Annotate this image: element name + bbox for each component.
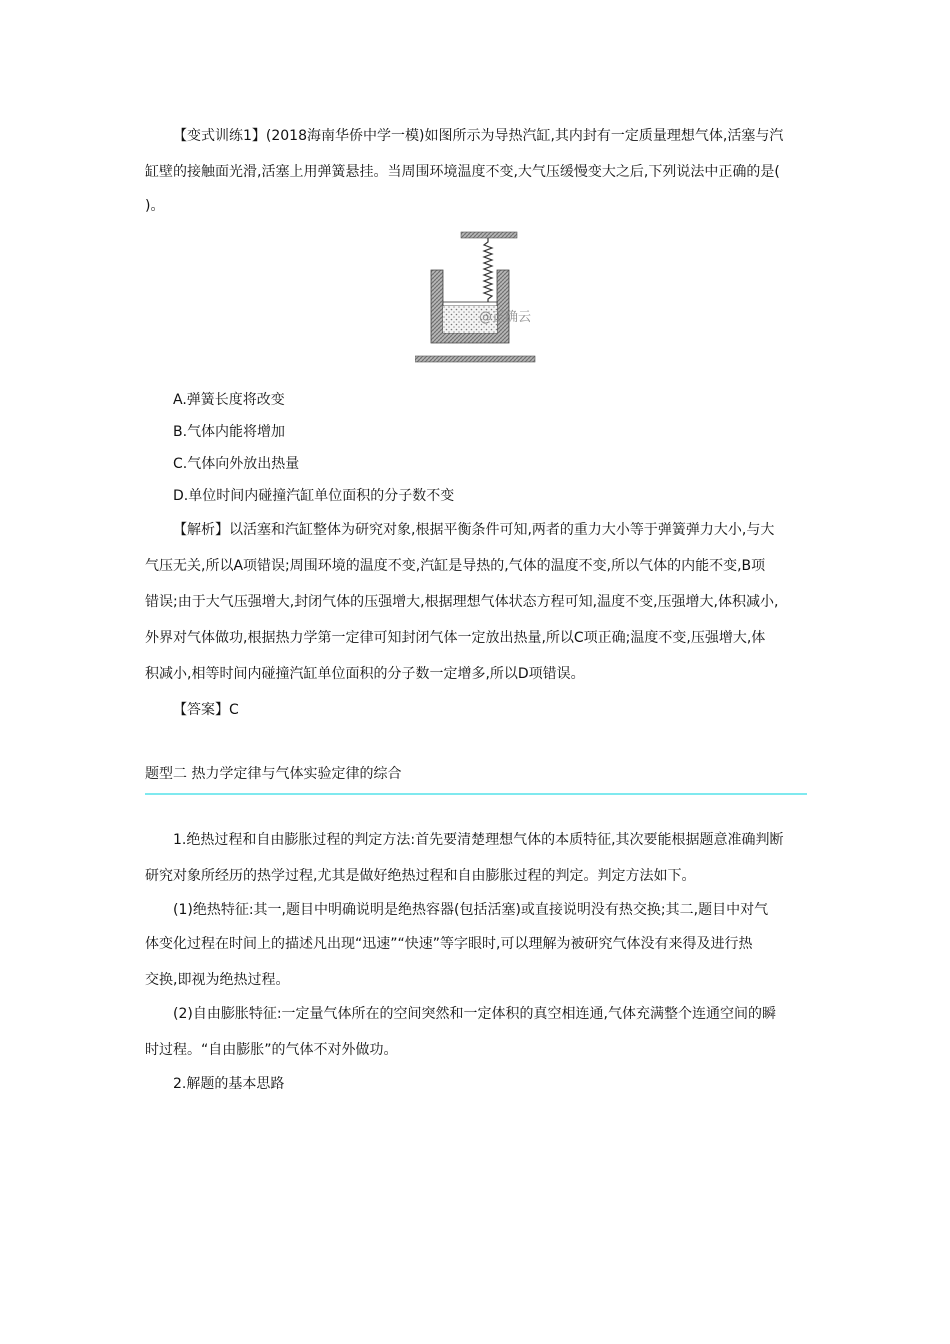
section-divider (145, 793, 807, 795)
exercise-stem-line-3: )。 (145, 198, 165, 214)
option-b-label: B. (173, 424, 188, 440)
analysis-line-1: 【解析】以活塞和汽缸整体为研究对象,根据平衡条件可知,两者的重力大小等于弹簧弹力大小,与大 (173, 522, 775, 538)
p2-line-2: 体变化过程在时间上的描述凡出现“迅速”“快速”等字眼时,可以理解为被研究气体没有来得及进行热 (145, 936, 753, 952)
option-a (173, 390, 285, 410)
floor-hatch (415, 356, 535, 362)
p2-line-3: 交换,即视为绝热过程。 (145, 972, 290, 988)
p4-heading: 2.解题的基本思路 (173, 1076, 285, 1092)
p2-line-1: (1)绝热特征:其一,题目中明确说明是绝热容器(包括活塞)或直接说明没有热交换;其二,题目中对气 (173, 902, 769, 918)
option-d-label: D. (173, 488, 189, 504)
option-c-label: C. (173, 456, 188, 472)
option-b (173, 422, 285, 442)
p3-line-2: 时过程。“自由膨胀”的气体不对外做功。 (145, 1042, 398, 1058)
analysis-line-4: 外界对气体做功,根据热力学第一定律可知封闭气体一定放出热量,所以C项正确;温度不变,压强增大,体 (145, 630, 766, 646)
p3-line-1: (2)自由膨胀特征:一定量气体所在的空间突然和一定体积的真空相连通,气体充满整个连通空间的瞬 (173, 1006, 776, 1022)
option-c (173, 454, 299, 474)
section-title: 题型二 热力学定律与气体实验定律的综合 (145, 766, 402, 782)
option-a-text: 弹簧长度将改变 (186, 392, 285, 408)
answer: 【答案】C (173, 702, 239, 718)
option-a-label: A. (173, 392, 187, 408)
piston (443, 302, 497, 306)
analysis-line-2: 气压无关,所以A项错误;周围环境的温度不变,汽缸是导热的,气体的温度不变,所以气体的内能不变,B项 (145, 558, 766, 574)
option-d-text: 单位时间内碰撞汽缸单位面积的分子数不变 (188, 488, 455, 504)
watermark-text: @正确云 (479, 310, 532, 325)
option-b-text: 气体内能将增加 (187, 424, 286, 440)
ceiling-hatch (461, 232, 517, 238)
p1-line-2: 研究对象所经历的热学过程,尤其是做好绝热过程和自由膨胀过程的判定。判定方法如下。 (145, 868, 696, 884)
exercise-stem-line-2: 缸壁的接触面光滑,活塞上用弹簧悬挂。当周围环境温度不变,大气压缓慢变大之后,下列说法中正确的是( (145, 164, 780, 180)
cylinder-spring-figure (415, 228, 545, 368)
exercise-stem-line-1: 【变式训练1】(2018海南华侨中学一模)如图所示为导热汽缸,其内封有一定质量理想气体,活塞与汽 (173, 128, 784, 144)
p1-line-1: 1.绝热过程和自由膨胀过程的判定方法:首先要清楚理想气体的本质特征,其次要能根据题意准确判断 (173, 832, 784, 848)
option-d (173, 486, 454, 506)
option-c-text: 气体向外放出热量 (187, 456, 300, 472)
analysis-line-5: 积减小,相等时间内碰撞汽缸单位面积的分子数一定增多,所以D项错误。 (145, 666, 585, 682)
analysis-line-3: 错误;由于大气压强增大,封闭气体的压强增大,根据理想气体状态方程可知,温度不变,压强增大,体积减小, (145, 594, 779, 610)
spring (484, 238, 492, 302)
